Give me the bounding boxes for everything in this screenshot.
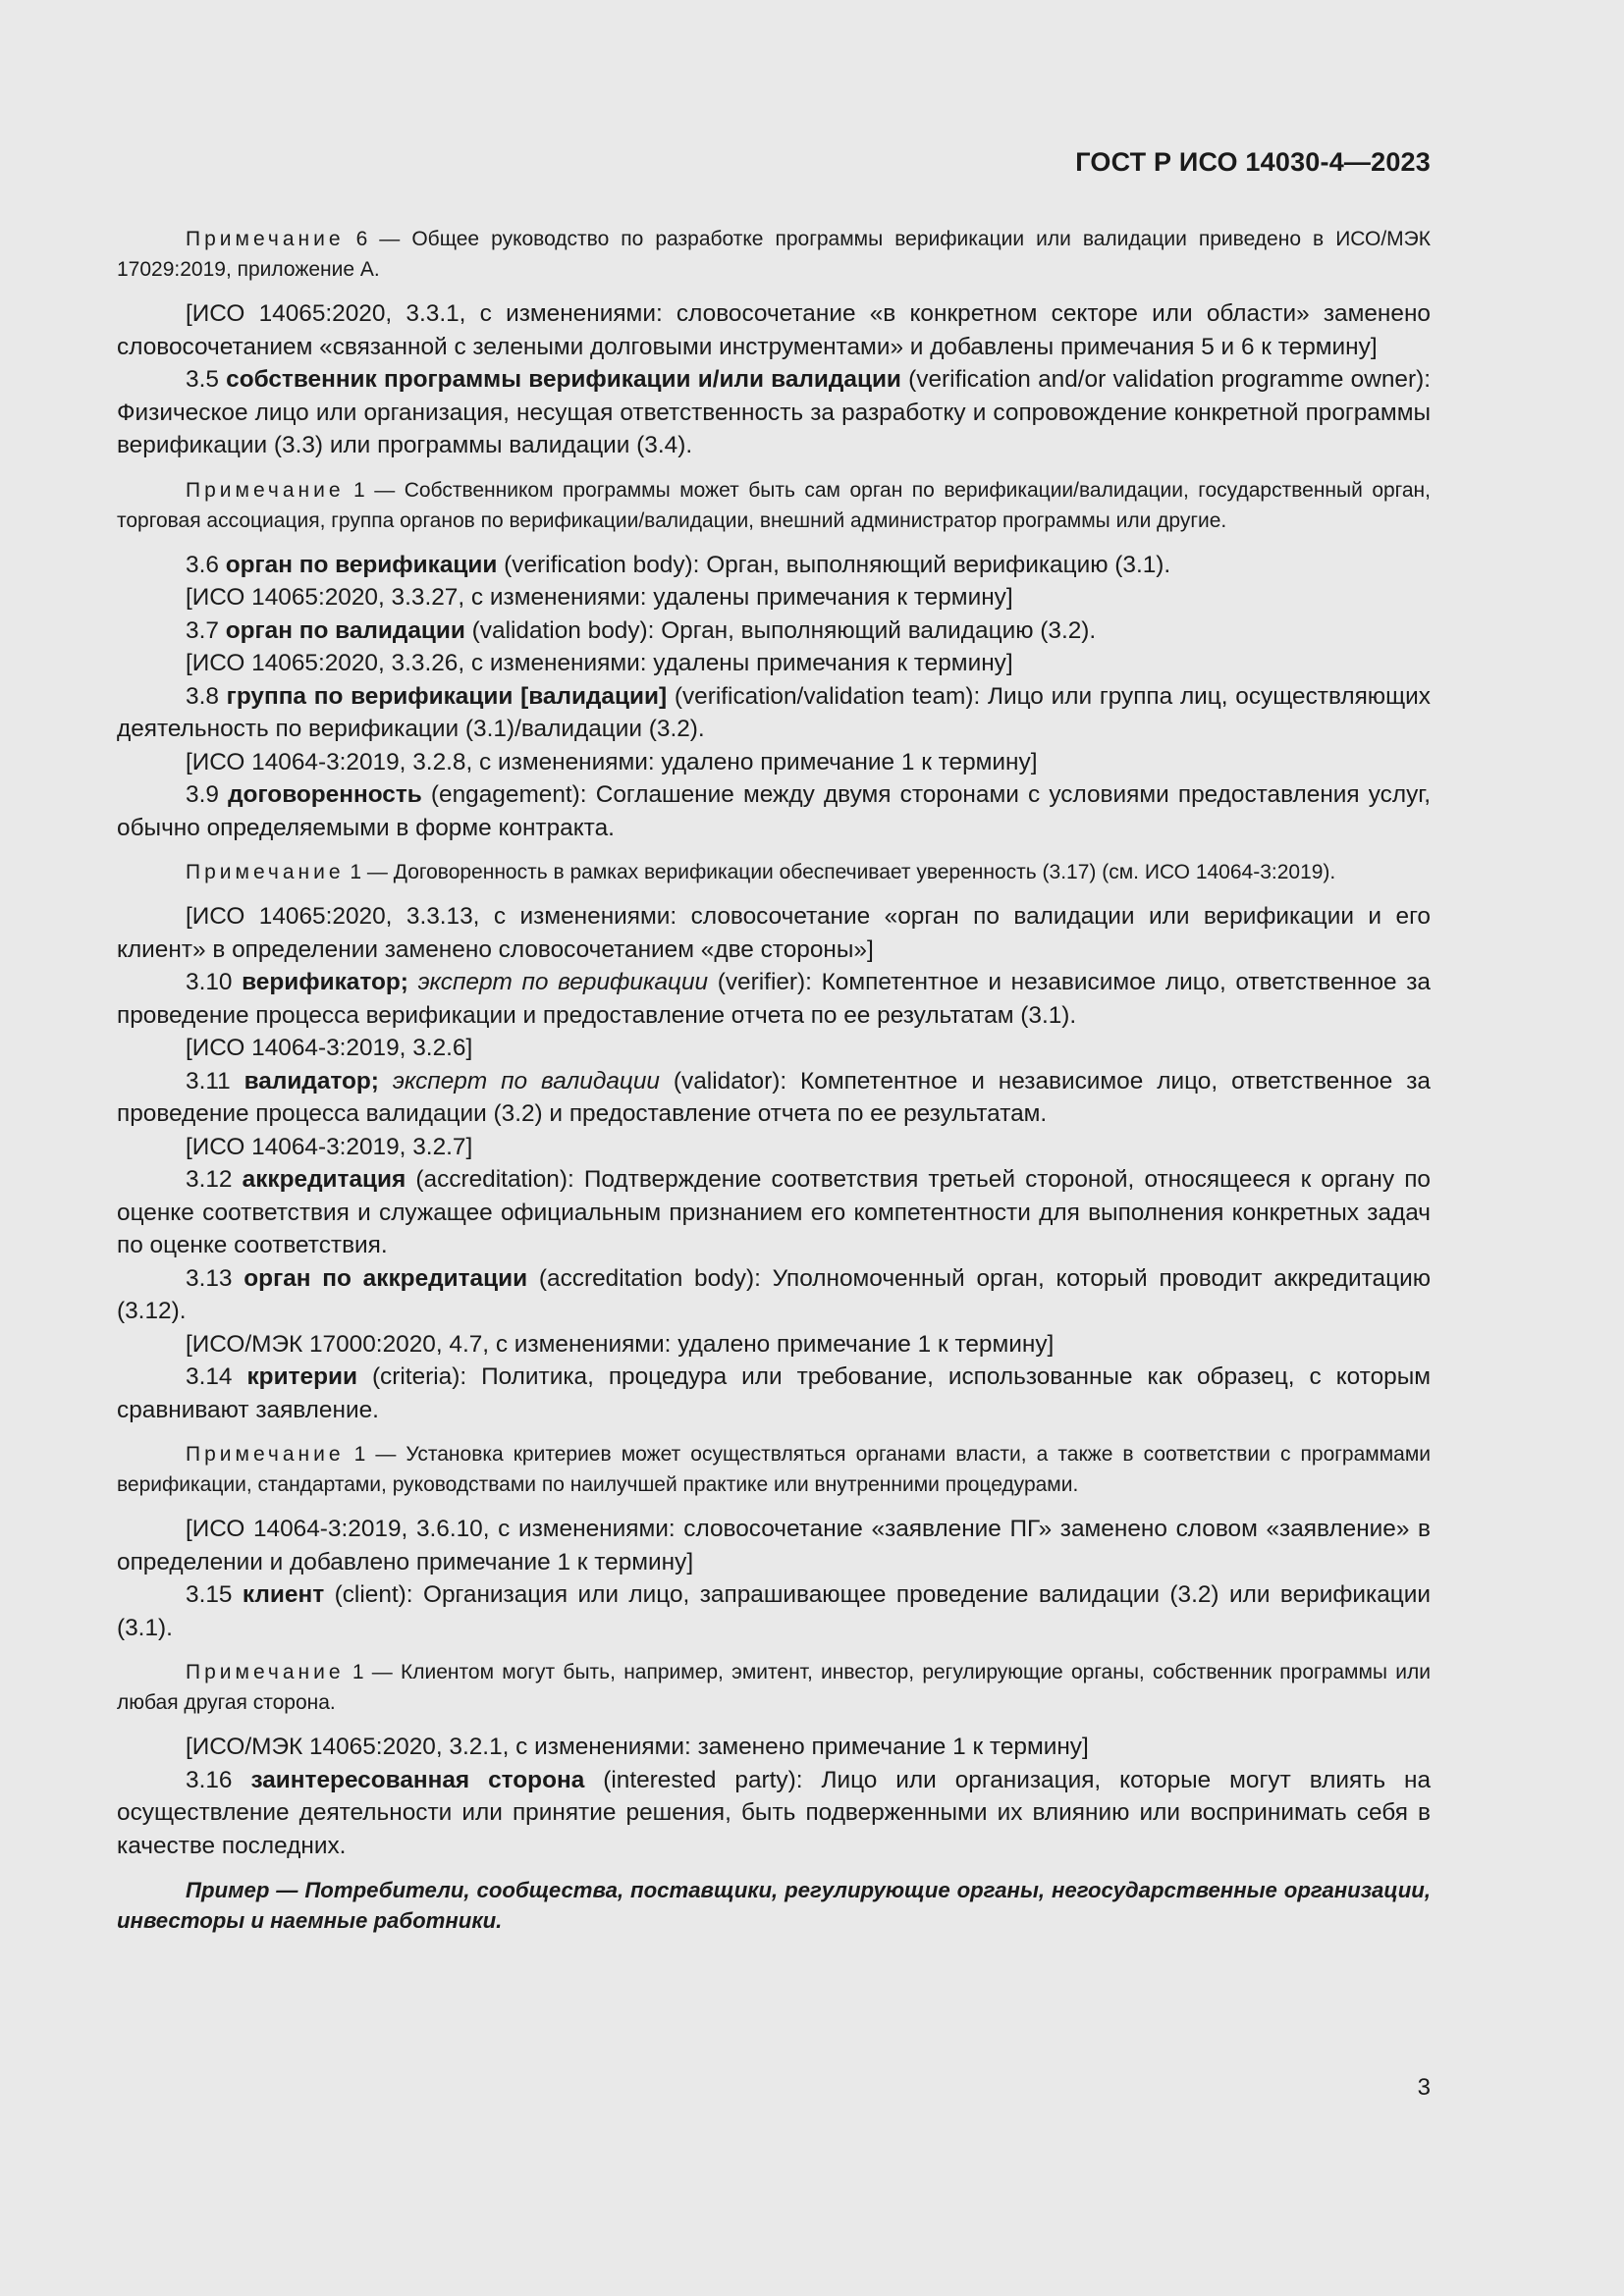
term-number: 3.7 xyxy=(186,616,219,644)
term-alternative: эксперт по верификации xyxy=(417,969,709,995)
term-number: 3.11 xyxy=(186,1067,231,1095)
note-text: — Договоренность в рамках верификации обеспечивает уверенность (3.17) (см. ИСО 14064-3:2019). xyxy=(361,861,1336,883)
term-definition xyxy=(117,1578,1431,1644)
note-label: Примечание xyxy=(186,861,345,883)
note-number: 1 xyxy=(353,478,365,502)
term-definition-text: (client): Организация или лицо, запрашивающее проведение валидации (3.2) или верификации (3.1). xyxy=(117,1581,1432,1641)
term-number: 3.6 xyxy=(186,551,219,578)
term-number: 3.10 xyxy=(186,969,233,995)
term-definition-text: (accreditation): Подтверждение соответствия третьей стороной, относящееся к органу по оценке соответствия и служащее официальным признанием его компетентности для выполнения конкретных задач по оценке соответствия. xyxy=(117,1166,1431,1258)
term-definition xyxy=(117,1262,1431,1328)
note-paragraph xyxy=(117,224,1431,285)
note-paragraph xyxy=(117,1657,1431,1718)
term-definition-text: (accreditation body): Уполномоченный орган, который проводит аккредитацию (3.12). xyxy=(117,1264,1431,1324)
term-name: критерии xyxy=(246,1363,357,1390)
term-definition xyxy=(117,778,1431,844)
note-text: — Собственником программы может быть сам орган по верификации/валидации, государственный орган, торговая ассоциация, группа органов по верификации/валидации, внешний администратор программы или другие. xyxy=(117,478,1431,532)
reference-paragraph xyxy=(117,1513,1431,1578)
note-paragraph xyxy=(117,857,1431,887)
term-definition-text: (criteria): Политика, процедура или требование, использованные как образец, с которым сравнивают заявление. xyxy=(117,1363,1432,1423)
term-name: договоренность xyxy=(228,781,422,808)
term-definition-text: (verification/validation team): Лицо или группа лиц, осуществляющих деятельность по верификации (3.1)/валидации (3.2). xyxy=(117,682,1431,742)
term-definition-text: (validator): Компетентное и независимое лицо, ответственное за проведение процесса валидации (3.2) и предоставление отчета по ее результатам. xyxy=(117,1067,1431,1127)
reference-text: [ИСО 14064-3:2019, 3.2.8, с изменениями: удалено примечание 1 к термину] xyxy=(186,748,1038,775)
term-number: 3.9 xyxy=(186,781,219,808)
reference-paragraph xyxy=(117,1731,1431,1764)
term-definition-text: (interested party): Лицо или организация, которые могут влиять на осуществление деятельности или принятие решения, быть подверженными их влиянию или воспринимать себя в качестве последних. xyxy=(117,1766,1432,1859)
note-text: — Установка критериев может осуществляться органами власти, а также в соответствии с программами верификации, стандартами, руководствами по наилучшей практике или внутренними процедурами. xyxy=(117,1443,1431,1496)
reference-paragraph xyxy=(117,297,1431,363)
term-number: 3.13 xyxy=(186,1264,233,1292)
reference-paragraph xyxy=(117,581,1431,614)
reference-text: [ИСО 14064-3:2019, 3.2.7] xyxy=(186,1133,473,1160)
example-text: Пример — Потребители, сообщества, поставщики, регулирующие органы, негосударственные организации, инвесторы и наемные работники. xyxy=(117,1878,1431,1933)
reference-text: [ИСО 14065:2020, 3.3.27, с изменениями: удалены примечания к термину] xyxy=(186,584,1013,611)
note-label: Примечание xyxy=(186,478,345,502)
term-definition-text: (validation body): Орган, выполняющий валидацию (3.2). xyxy=(464,616,1097,644)
term-name: орган по верификации xyxy=(225,551,498,578)
term-number: 3.5 xyxy=(186,366,219,393)
term-definition xyxy=(117,1065,1431,1131)
term-name: заинтересованная сторона xyxy=(250,1766,585,1793)
note-paragraph xyxy=(117,475,1431,536)
term-definition-text: (engagement): Соглашение между двумя сторонами с условиями предоставления услуг, обычно определяемыми в форме контракта. xyxy=(117,781,1432,841)
term-name: валидатор; xyxy=(244,1067,379,1095)
document-header: ГОСТ Р ИСО 14030-4—2023 xyxy=(1075,147,1431,177)
term-name: клиент xyxy=(242,1581,325,1608)
term-number: 3.14 xyxy=(186,1363,233,1390)
term-name: орган по аккредитации xyxy=(244,1264,528,1292)
term-name: группа по верификации [валидации] xyxy=(226,682,668,710)
example-paragraph xyxy=(117,1875,1431,1936)
term-number: 3.15 xyxy=(186,1581,233,1608)
term-definition xyxy=(117,1163,1431,1262)
reference-text: [ИСО/МЭК 14065:2020, 3.2.1, с изменениями: заменено примечание 1 к термину] xyxy=(186,1734,1089,1760)
term-definition xyxy=(117,1764,1431,1863)
reference-paragraph xyxy=(117,1131,1431,1164)
note-paragraph xyxy=(117,1439,1431,1500)
term-definition xyxy=(117,549,1431,582)
note-label: Примечание xyxy=(186,228,345,250)
term-number: 3.8 xyxy=(186,682,219,710)
document-body xyxy=(117,224,1431,1949)
term-definition xyxy=(117,680,1431,746)
term-number: 3.16 xyxy=(186,1766,233,1793)
note-number: 6 xyxy=(355,228,368,250)
note-number: 1 xyxy=(353,1443,366,1466)
reference-text: [ИСО 14064-3:2019, 3.2.6] xyxy=(186,1035,473,1061)
reference-text: [ИСО 14065:2020, 3.3.26, с изменениями: удалены примечания к термину] xyxy=(186,650,1013,676)
term-definition xyxy=(117,363,1431,462)
note-label: Примечание xyxy=(186,1443,345,1466)
note-number: 1 xyxy=(350,861,362,883)
note-text: — Общее руководство по разработке программы верификации или валидации приведено в ИСО/МЭК 17029:2019, приложение А. xyxy=(117,228,1431,281)
term-name: собственник программы верификации и/или валидации xyxy=(226,366,901,393)
note-label: Примечание xyxy=(186,1661,345,1683)
reference-paragraph xyxy=(117,900,1431,966)
reference-paragraph xyxy=(117,647,1431,680)
reference-text: [ИСО/МЭК 17000:2020, 4.7, с изменениями: удалено примечание 1 к термину] xyxy=(186,1330,1055,1358)
term-name: орган по валидации xyxy=(225,616,465,644)
reference-paragraph xyxy=(117,1328,1431,1362)
term-name: верификатор; xyxy=(242,969,408,995)
term-definition-text: (verification body): Орган, выполняющий верификацию (3.1). xyxy=(497,551,1171,578)
term-number: 3.12 xyxy=(186,1166,233,1193)
reference-text: [ИСО 14065:2020, 3.3.13, с изменениями: словосочетание «орган по валидации или верификации и его клиент» в определении заменено словосочетанием «две стороны»] xyxy=(117,903,1431,963)
term-definition xyxy=(117,1361,1431,1426)
term-definition xyxy=(117,966,1431,1032)
reference-paragraph xyxy=(117,1032,1431,1065)
note-text: — Клиентом могут быть, например, эмитент, инвестор, регулирующие органы, собственник программы или любая другая сторона. xyxy=(117,1661,1431,1714)
term-name: аккредитация xyxy=(242,1166,406,1193)
reference-paragraph xyxy=(117,746,1431,779)
note-number: 1 xyxy=(352,1661,364,1683)
term-definition-text: (verifier): Компетентное и независимое лицо, ответственное за проведение процесса верификации и предоставление отчета по ее результатам (3.1). xyxy=(117,969,1431,1029)
reference-text: [ИСО 14064-3:2019, 3.6.10, с изменениями: словосочетание «заявление ПГ» заменено словом «заявление» в определении и добавлено примечание 1 к термину] xyxy=(117,1516,1431,1575)
term-definition-text: (verification and/or validation programme owner): Физическое лицо или организация, несущая ответственность за разработку и сопровождение конкретной программы верификации (3.3) или программы валидации (3.4). xyxy=(117,366,1431,458)
term-alternative: эксперт по валидации xyxy=(392,1067,660,1095)
reference-text: [ИСО 14065:2020, 3.3.1, с изменениями: словосочетание «в конкретном секторе или области» заменено словосочетанием «связанной с зелеными долговыми инструментами» и добавлены примечания 5 и 6 к термину] xyxy=(117,300,1431,360)
page-number: 3 xyxy=(1417,2074,1431,2101)
term-definition xyxy=(117,614,1431,648)
